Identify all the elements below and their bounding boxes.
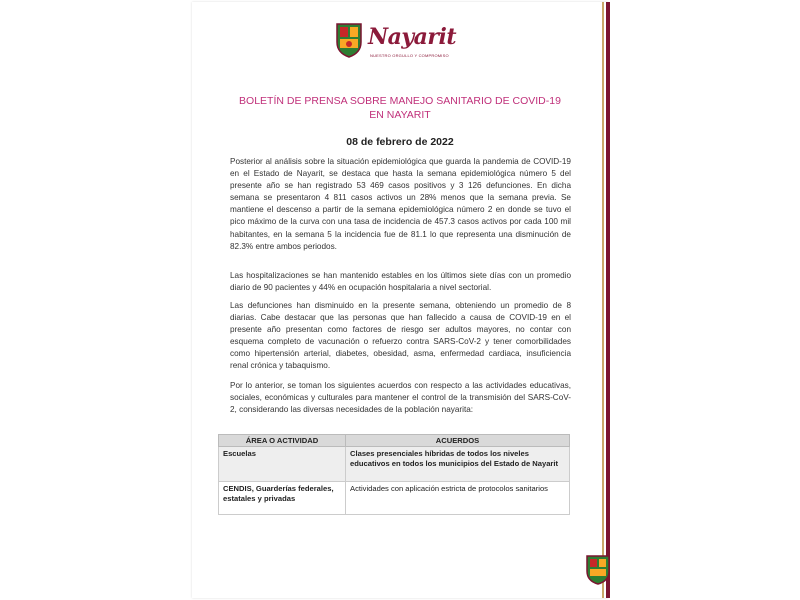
- coat-of-arms-icon: [334, 20, 364, 58]
- header-area: ÁREA O ACTIVIDAD: [219, 435, 346, 447]
- nayarit-logo: [334, 20, 468, 74]
- table-header-row: [219, 435, 570, 447]
- page-border-maroon: [606, 2, 610, 598]
- row-area: Escuelas: [219, 447, 346, 482]
- table-row: [219, 447, 570, 482]
- table-row: [219, 482, 570, 515]
- row-area: CENDIS, Guarderías federales, estatales y privadas: [219, 482, 346, 515]
- page-border-gold: [602, 2, 604, 598]
- paragraph-hospitalizations: Las hospitalizaciones se han mantenido estables en los últimos siete días con un promedio diario de 90 pacientes y 44% en ocupación hospitalaria a nivel sectorial.: [230, 271, 571, 293]
- brand-tagline: NUESTRO ORGULLO Y COMPROMISO: [370, 53, 449, 58]
- document-title: BOLETÍN DE PRENSA SOBRE MANEJO SANITARIO DE COVID-19 EN NAYARIT: [239, 95, 561, 121]
- paragraph-situation: Posterior al análisis sobre la situación epidemiológica que guarda la pandemia de COVID-19 en el Estado de Nayarit, se destaca que hasta la semana epidemiológica número 5 del presente año se han registrado 53 469 casos positivos y 3 126 defunciones. En dicha semana se presentaron 4 811 casos activos un 28% menos que la semana previa. Se mantiene el descenso a partir de la semana epidemiológica número 2 en donde se tuvo el pico máximo de la curva con una tasa de incidencia de 457.3 casos activos por cada 100 mil habitantes, en la semana 5 la incidencia fue de 81.1 lo que representa una disminución de 82.3% entre ambos periodos.: [230, 157, 571, 251]
- row-acuerdo: Clases presenciales híbridas de todos los niveles educativos en todos los municipios del Estado de Nayarit: [346, 447, 570, 482]
- agreements-table: [218, 434, 570, 515]
- brand-name: Nayarit: [368, 24, 457, 50]
- document-page: [192, 2, 608, 598]
- header-acuerdos: ACUERDOS: [346, 435, 570, 447]
- row-acuerdo: Actividades con aplicación estricta de protocolos sanitarios: [346, 482, 570, 515]
- paragraph-agreements-intro: Por lo anterior, se toman los siguientes acuerdos con respecto a las actividades educativas, sociales, económicas y culturales para mantener el control de la transmisión del SARS-CoV-2, considerando las diversas necesidades de la población nayarita:: [230, 381, 571, 415]
- paragraph-deaths: Las defunciones han disminuido en la presente semana, obteniendo un promedio de 8 diarias. Cabe destacar que las personas que han fallecido a causa de COVID-19 en el presente año presentan como factores de riesgo ser adultos mayores, no contar con esquema completo de vacunación o refuerzo contra SARS-CoV-2 y tener comorbilidades como hipertensión arterial, diabetes, obesidad, asma, enfermedad cardiaca, insuficiencia renal crónica y tabaquismo.: [230, 301, 571, 371]
- document-date: 08 de febrero de 2022: [346, 136, 454, 148]
- footer-coat-of-arms-icon: [585, 553, 611, 585]
